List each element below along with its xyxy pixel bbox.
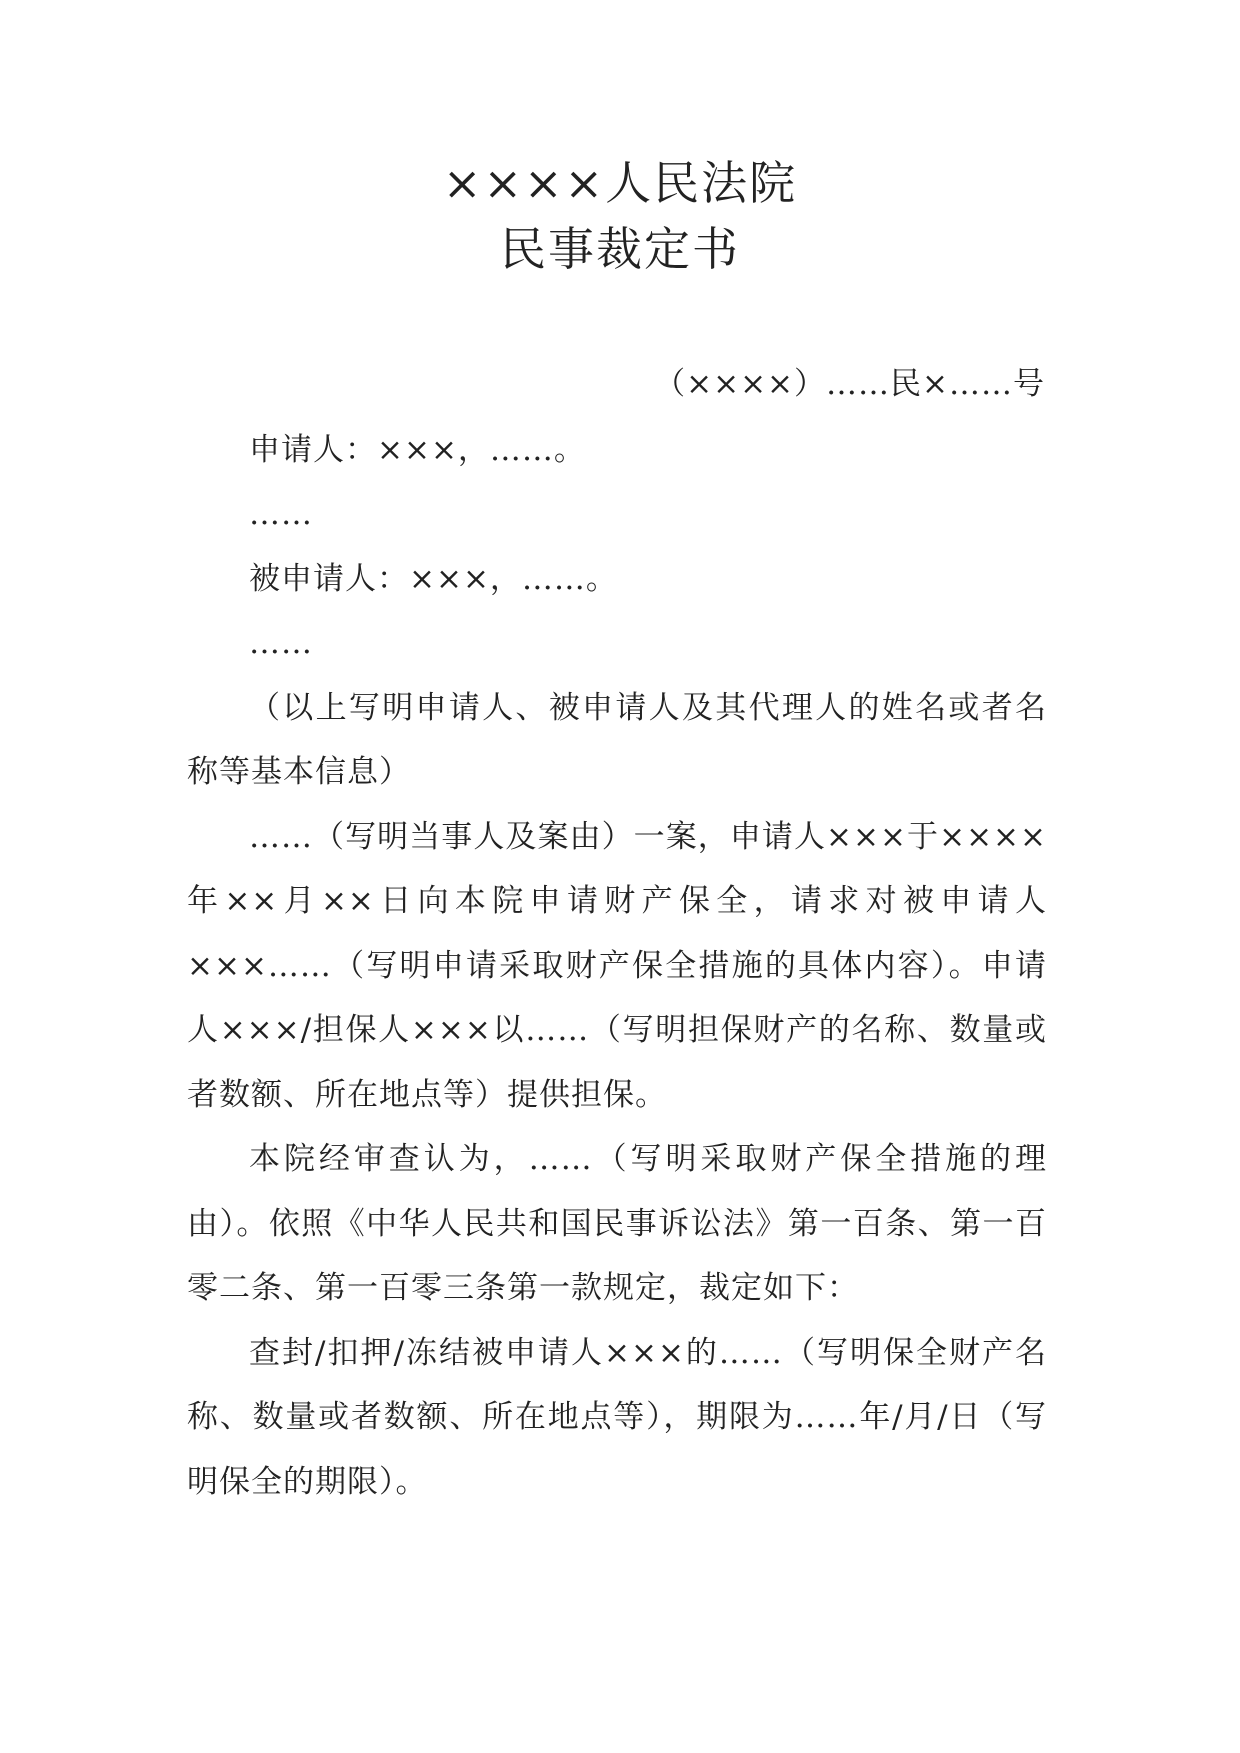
parties-note-paragraph: （以上写明申请人、被申请人及其代理人的姓名或者名称等基本信息） (187, 689, 1047, 790)
ellipsis-line: …… (249, 496, 313, 532)
respondent-line: 被申请人：×××，……。 (249, 560, 618, 597)
court-name: ××××人民法院 (442, 156, 798, 210)
court-reasoning-paragraph: 本院经审查认为，……（写明采取财产保全措施的理由）。依照《中华人民共和国民事诉讼法》第一百条、第一百零二条、第一百零三条第一款规定，裁定如下： (187, 1141, 1047, 1306)
applicant-line: 申请人：×××，……。 (249, 431, 586, 468)
case-facts-paragraph: ……（写明当事人及案由）一案，申请人×××于××××年××月××日向本院申请财产保全，请求对被申请人×××……（写明申请采取财产保全措施的具体内容）。申请人×××/担保人×××以……（写明担保财产的名称、数量或者数额、所在地点等）提供担保。 (187, 818, 1047, 1113)
document-body (187, 352, 1047, 1514)
case-number: （××××）……民×……号 (654, 366, 1045, 402)
ellipsis-line: …… (249, 625, 313, 661)
ruling-paragraph: 查封/扣押/冻结被申请人×××的……（写明保全财产名称、数量或者数额、所在地点等），期限为……年/月/日（写明保全的期限）。 (187, 1334, 1047, 1500)
title-block (0, 150, 1240, 282)
document-type-title: 民事裁定书 (500, 222, 740, 276)
